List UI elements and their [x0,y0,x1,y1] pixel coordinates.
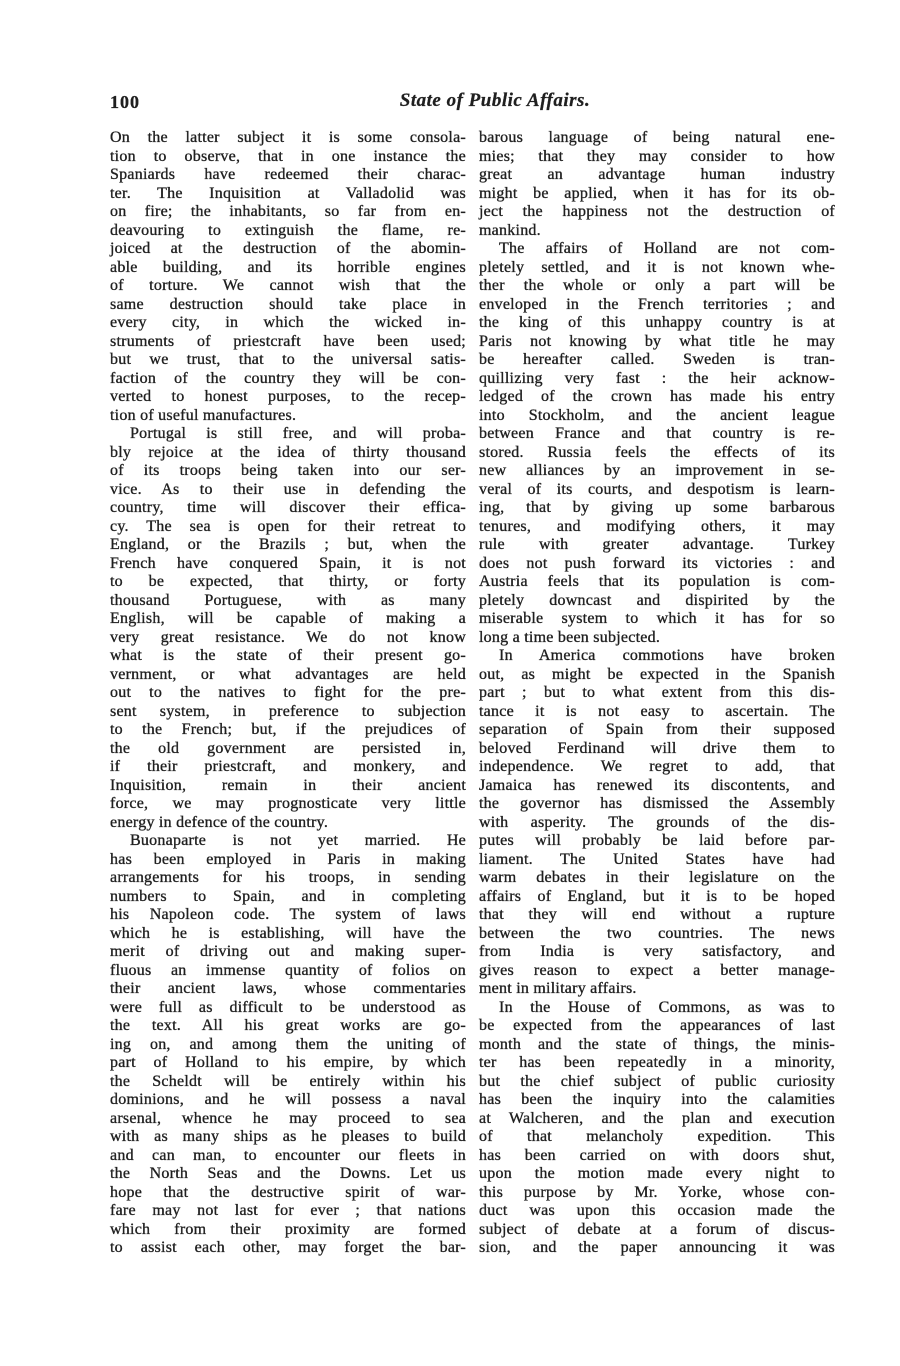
text-line: of that melancholy expedition. This [479,1128,835,1145]
text-line: out, as might be expected in the Spanish [479,665,835,683]
text-line: Inquisition, remain in their ancient [110,776,466,794]
text-line: On the latter subject it is some consola- [110,129,466,146]
text-line: arrangements for his troops, in sending [110,869,466,886]
text-line: Spaniards have redeemed their charac- [110,166,466,183]
text-line: ter has been repeatedly in a minority, [479,1054,835,1071]
text-line: separation of Spain from their supposed [479,721,835,738]
paragraph [479,647,835,999]
text-line: In the House of Commons, as was to [499,998,835,1016]
text-line: the North Seas and the Downs. Let us [110,1165,466,1182]
text-line: tance it is not easy to ascertain. The [479,702,835,720]
text-line: part of Holland to his empire, by which [110,1054,466,1071]
text-line: does not push forward its victories : and [479,554,835,572]
text-line: to be expected, that thirty, or forty [110,573,466,590]
text-line: upon the motion made every night to [479,1165,835,1182]
paragraph [110,129,466,425]
text-line: cy. The sea is open for their retreat to [110,517,466,535]
text-line: what is the state of their present go- [110,647,466,664]
text-line: liament. The United States have had [479,850,835,868]
text-line: gives reason to expect a better manage- [479,961,835,979]
text-line: has been employed in Paris in making [110,850,466,868]
text-line: his Napoleon code. The system of laws [110,906,466,923]
running-title: State of Public Affairs. [399,90,591,111]
text-line: to assist each other, may forget the bar- [110,1239,466,1256]
text-line: putes will probably be laid before par- [479,832,835,849]
text-line: sion, and the paper announcing it was [479,1239,835,1256]
text-line: same destruction should take place in [110,295,466,313]
text-line: sent system, in preference to subjection [110,702,466,720]
text-line: hope that the destructive spirit of war- [110,1183,466,1201]
text-line: the text. All his great works are go- [110,1017,466,1034]
text-line: thousand Portuguese, with as many [110,591,466,609]
text-line: verted to honest purposes, to the recep- [110,388,466,405]
text-line: ing on, and among them the uniting of [110,1035,466,1053]
text-line: Portugal is still free, and will proba- [130,425,466,442]
text-line: month and the state of things, the minis- [479,1035,835,1053]
text-line: the governor has dismissed the Assembly [479,795,835,812]
text-line: miserable system to which it has for so [479,610,835,627]
text-line: vernment, or what advantages are held [110,665,466,683]
text-line: which from their proximity are formed [110,1220,466,1238]
text-line: on fire; the inhabitants, so far from en- [110,203,466,220]
text-line: energy in defence of the country. [110,813,329,831]
text-line: quillizing very fast : the heir acknow- [479,369,835,387]
text-line: Jamaica has renewed its discontents, and [479,776,835,794]
text-line: country, time will discover their effica- [110,499,466,516]
text-line: numbers to Spain, and in completing [110,887,466,905]
text-line: duct was upon this occasion made the [479,1202,835,1219]
text-line: English, will be capable of making a [110,610,466,627]
text-line: subject of debate at a forum of discus- [479,1220,835,1238]
text-line: warm debates in their legislature on the [479,869,835,886]
text-line: to the French; but, if the prejudices of [110,721,466,738]
text-line: England, or the Brazils ; but, when the [110,536,466,553]
text-line: fare may not last for ever ; that nations [110,1202,466,1219]
text-line: be expected from the appearances of last [479,1017,835,1034]
text-line: ment in military affairs. [479,980,637,997]
text-line: new alliances by an improvement in se- [479,462,835,479]
text-line: this purpose by Mr. Yorke, whose con- [479,1183,835,1201]
text-line: veral of its courts, and despotism is learn- [479,480,835,498]
text-line: pletely settled, and it is not known whe- [479,258,835,276]
text-column-left [110,129,466,1258]
text-line: mankind. [479,221,541,239]
text-line: if their priestcraft, and monkery, and [110,758,466,775]
text-line: merit of driving out and making super- [110,943,466,960]
text-line: the Scheldt will be entirely within his [110,1072,466,1090]
text-line: but we trust, that to the universal satis- [110,351,466,368]
text-line: great an advantage human industry [479,166,835,183]
text-line: independence. We regret to add, that [479,758,835,775]
text-line: were full as difficult to be understood as [110,998,466,1016]
text-line: ledged of the crown has made his entry [479,388,835,405]
text-line: long a time been subjected. [479,628,661,646]
text-line: barous language of being natural ene- [479,129,835,146]
text-line: be hereafter called. Sweden is tran- [479,351,835,368]
text-line: In America commotions have broken [499,647,835,664]
text-line: bly rejoice at the idea of thirty thousand [110,443,466,461]
text-line: at Walcheren, and the plan and execution [479,1109,835,1127]
text-line: every city, in which the wicked in- [110,314,466,331]
text-line: Austria feels that its population is com- [479,573,835,590]
text-line: between France and that country is re- [479,425,835,442]
running-head [110,90,836,116]
text-line: rule with greater advantage. Turkey [479,536,835,553]
text-line: deavouring to extinguish the flame, re- [110,221,466,239]
text-column-right [479,129,835,1258]
paragraph [479,999,835,1258]
text-line: dominions, and he will possess a naval [110,1091,466,1108]
text-line: of torture. We cannot wish that the [110,277,466,294]
paragraph [110,832,466,1258]
text-line: force, we may prognosticate very little [110,795,466,812]
text-line: very great resistance. We do not know [110,628,466,646]
paragraph [479,129,835,240]
text-line: tenures, and modifying others, it may [479,517,835,535]
text-line: enveloped in the French territories ; and [479,295,835,313]
text-line: their ancient laws, whose commentaries [110,980,466,997]
text-line: The affairs of Holland are not com- [499,240,835,257]
text-line: has been carried on with doors shut, [479,1146,835,1164]
text-line: joiced at the destruction of the abomin- [110,240,466,257]
text-line: which he is establishing, will have the [110,924,466,942]
text-line: ter. The Inquisition at Valladolid was [110,184,466,202]
text-line: mies; that they may consider to how [479,147,835,165]
text-line: tion of useful manufactures. [110,406,297,424]
text-line: part ; but to what extent from this dis- [479,684,835,701]
text-line: able building, and its horrible engines [110,258,466,276]
text-line: fluous an immense quantity of folios on [110,961,466,979]
text-line: arsenal, whence he may proceed to sea [110,1109,466,1127]
text-line: between the two countries. The news [479,924,835,942]
text-line: stored. Russia feels the effects of its [479,443,835,461]
page-number: 100 [110,92,140,112]
text-line: the king of this unhappy country is at [479,314,835,331]
text-line: with as many ships as he pleases to build [110,1128,466,1145]
text-line: vice. As to their use in defending the [110,480,466,498]
text-line: ing, that by giving up some barbarous [479,499,835,516]
text-line: the old government are persisted in, [110,739,466,757]
text-line: ther the whole or only a part will be [479,277,835,294]
text-line: with asperity. The grounds of the dis- [479,813,835,831]
text-line: faction of the country they will be con- [110,369,466,387]
paragraph [110,425,466,832]
text-line: pletely downcast and dispirited by the [479,591,835,609]
text-line: tion to observe, that in one instance the [110,147,466,165]
text-line: that they will end without a rupture [479,906,835,923]
text-line: of its troops being taken into our ser- [110,462,466,479]
text-line: and can man, to encounter our fleets in [110,1146,466,1164]
text-line: Paris not knowing by what title he may [479,332,835,350]
text-line: from India is very satisfactory, and [479,943,835,960]
text-line: but the chief subject of public curiosity [479,1072,835,1090]
text-line: ject the happiness not the destruction of [479,203,835,220]
text-line: French have conquered Spain, it is not [110,554,466,572]
text-line: beloved Ferdinand will drive them to [479,739,835,757]
text-line: might be applied, when it has for its ob- [479,184,835,202]
text-line: out to the natives to fight for the pre- [110,684,466,701]
text-line: affairs of England, but it is to be hoped [479,887,835,905]
text-line: has been the inquiry into the calamities [479,1091,835,1108]
text-line: Buonaparte is not yet married. He [130,832,466,849]
paragraph [479,240,835,647]
text-line: struments of priestcraft have been used; [110,332,466,350]
text-line: into Stockholm, and the ancient league [479,406,835,424]
